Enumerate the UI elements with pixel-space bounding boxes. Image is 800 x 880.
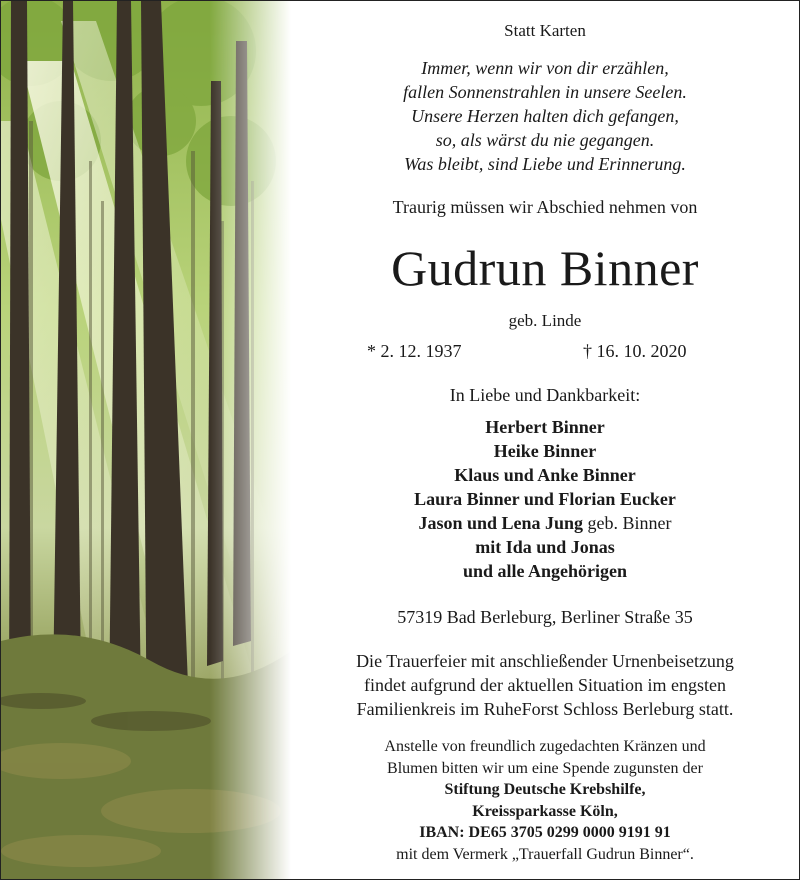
birth-date: * 2. 12. 1937: [367, 341, 462, 361]
mourner: Herbert Binner: [485, 417, 605, 437]
death-date: † 16. 10. 2020: [583, 341, 687, 361]
ceremony-line: findet aufgrund der aktuellen Situation im engsten: [364, 675, 726, 695]
poem-line: Unsere Herzen halten dich gefangen,: [411, 106, 679, 126]
life-dates: [291, 341, 799, 365]
donation-line: Blumen bitten wir um eine Spende zugunsten der: [387, 759, 703, 777]
address: 57319 Bad Berleburg, Berliner Straße 35: [397, 607, 693, 627]
mourner: Laura Binner und Florian Eucker: [414, 489, 676, 509]
ceremony-info: [291, 649, 799, 721]
donation-info: [291, 736, 799, 865]
mourners-list: [291, 415, 799, 583]
ceremony-line: Familienkreis im RuheForst Schloss Berleburg statt.: [356, 699, 734, 719]
mourner-name: Jason und Lena Jung: [418, 513, 584, 533]
donation-reference: mit dem Vermerk „Trauerfall Gudrun Binner“.: [396, 845, 694, 863]
poem-line: fallen Sonnenstrahlen in unsere Seelen.: [403, 82, 687, 102]
mourner: mit Ida und Jonas: [475, 537, 615, 557]
ceremony-line: Die Trauerfeier mit anschließender Urnenbeisetzung: [356, 651, 734, 671]
mourner: Heike Binner: [493, 441, 597, 461]
mourner: und alle Angehörigen: [462, 561, 628, 581]
donation-recipient: Stiftung Deutsche Krebshilfe,: [444, 781, 646, 798]
mourner-maiden-note: geb. Binner: [583, 513, 672, 533]
donation-bank: Kreissparkasse Köln,: [472, 802, 618, 820]
mourner: Klaus und Anke Binner: [454, 465, 636, 485]
donation-iban: IBAN: DE65 3705 0299 0000 9191 91: [419, 824, 671, 841]
gratitude-line: In Liebe und Dankbarkeit:: [449, 385, 641, 405]
forest-sunrays-image: [1, 1, 291, 879]
header-statt-karten: Statt Karten: [504, 21, 586, 40]
deceased-name: Gudrun Binner: [391, 240, 699, 296]
intro-text: Traurig müssen wir Abschied nehmen von: [392, 197, 698, 217]
donation-line: Anstelle von freundlich zugedachten Kränzen und: [384, 738, 706, 755]
poem-line: Was bleibt, sind Liebe und Erinnerung.: [404, 154, 686, 174]
poem-line: so, als wärst du nie gegangen.: [435, 130, 655, 150]
mourner: [291, 511, 799, 535]
maiden-name: geb. Linde: [508, 311, 582, 330]
poem-line: Immer, wenn wir von dir erzählen,: [421, 58, 669, 78]
poem: [291, 56, 799, 176]
